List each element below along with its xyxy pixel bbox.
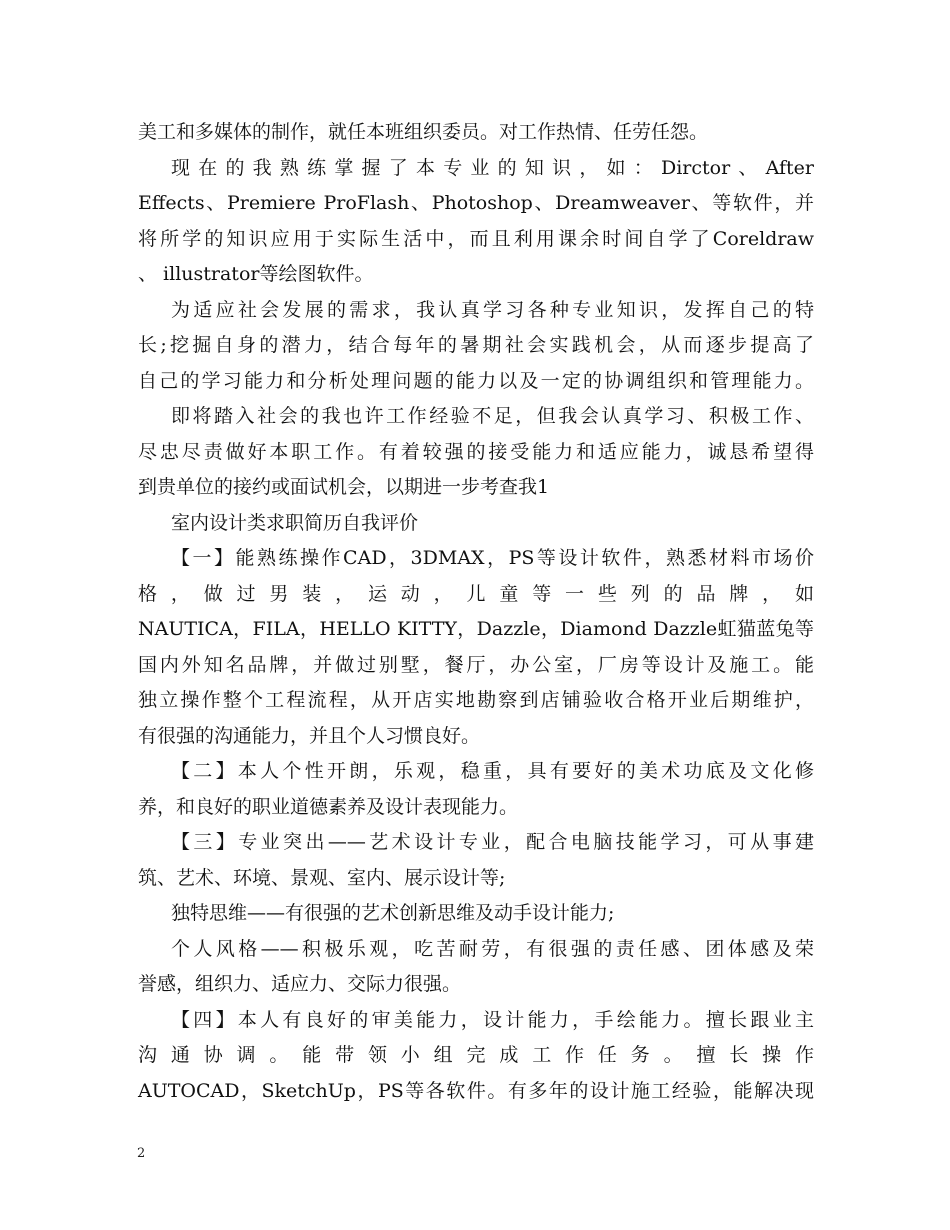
text-line: 自己的学习能力和分析处理问题的能力以及一定的协调组织和管理能力。: [138, 369, 814, 392]
text-line: 室内设计类求职简历自我评价: [171, 511, 419, 534]
text-line: 沟 通 协 调 。 能 带 领 小 组 完 成 工 作 任 务 。 擅 长 操 作: [138, 1044, 814, 1066]
text-line: 【四】本人有良好的审美能力，设计能力，手绘能力。擅长跟业主: [171, 1008, 814, 1031]
text-line: 将所学的知识应用于实际生活中，而且利用课余时间自学了Coreldraw: [138, 227, 814, 250]
text-line: 有很强的沟通能力，并且个人习惯良好。: [138, 724, 481, 747]
page-number: 2: [137, 1146, 146, 1161]
text-line: 国内外知名品牌，并做过别墅，餐厅，办公室，厂房等设计及施工。能: [138, 653, 814, 676]
text-line: 尽忠尽责做好本职工作。有着较强的接受能力和适应能力，诚恳希望得: [138, 440, 814, 463]
text-line: 【二】本人个性开朗，乐观，稳重，具有要好的美术功底及文化修: [171, 760, 814, 782]
text-line: 到贵单位的接约或面试机会，以期进一步考查我1: [138, 476, 550, 498]
text-line: 现在的我熟练掌握了本专业的知识，如：Dirctor、After: [171, 156, 814, 179]
text-line: 个人风格——积极乐观，吃苦耐劳，有很强的责任感、团体感及荣: [171, 937, 814, 960]
text-line: 格 ， 做 过 男 装 ， 运 动 ， 儿 童 等 一 些 列 的 品 牌 ， 如: [138, 582, 814, 605]
text-line: 、 illustrator等绘图软件。: [138, 263, 374, 285]
text-line: 誉感，组织力、适应力、交际力很强。: [138, 973, 462, 995]
text-line: AUTOCAD，SketchUp，PS等各软件。有多年的设计施工经验，能解决现: [138, 1079, 814, 1102]
text-line: 独立操作整个工程流程，从开店实地勘察到店铺验收合格开业后期维护，: [138, 689, 814, 711]
text-line: 即将踏入社会的我也许工作经验不足，但我会认真学习、积极工作、: [171, 405, 814, 427]
text-line: 美工和多媒体的制作，就任本班组织委员。对工作热情、任劳任怨。: [138, 121, 709, 143]
text-line: 长;挖掘自身的潜力，结合每年的暑期社会实践机会，从而逐步提高了: [138, 334, 814, 356]
text-line: 为适应社会发展的需求，我认真学习各种专业知识，发挥自己的特: [171, 298, 814, 321]
text-line: 养，和良好的职业道德素养及设计表现能力。: [138, 795, 519, 818]
text-line: 【三】专业突出——艺术设计专业，配合电脑技能学习，可从事建: [171, 831, 814, 853]
text-line: Effects、Premiere ProFlash、Photoshop、Dreamweaver、等软件，并: [138, 192, 814, 214]
text-line: 筑、艺术、环境、景观、室内、展示设计等;: [138, 866, 506, 889]
text-line: NAUTICA，FILA，HELLO KITTY，Dazzle，Diamond Dazzle虹猫蓝兔等: [138, 618, 814, 640]
text-line: 【一】能熟练操作CAD，3DMAX，PS等设计软件，熟悉材料市场价: [171, 547, 814, 569]
body-text: [138, 115, 814, 1109]
text-line: 独特思维——有很强的艺术创新思维及动手设计能力;: [171, 902, 615, 924]
